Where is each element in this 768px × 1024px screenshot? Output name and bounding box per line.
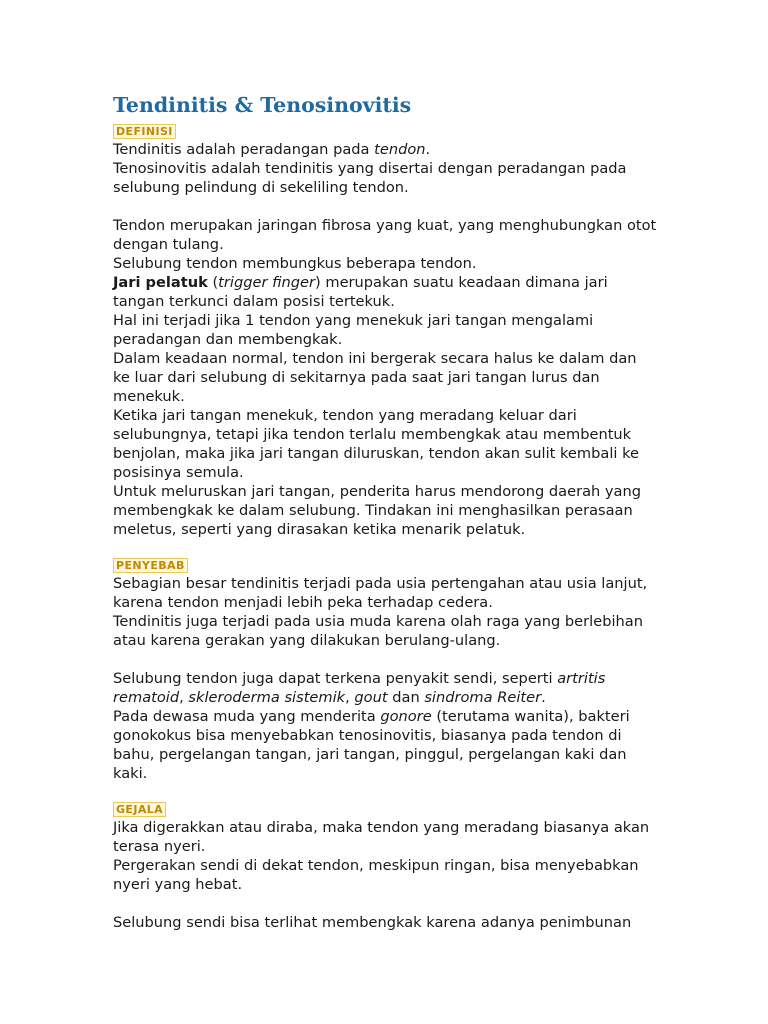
section-label-definisi: DEFINISI [113,124,176,139]
bold-term: Jari pelatuk [113,274,208,291]
italic-term: gonore [380,708,432,725]
text: (terutama wanita), bakteri gonokokus bisa menyebabkan tenosinovitis, biasanya pada tendon di bahu, pergelangan tangan, jari tangan, pinggul, pergelangan kaki dan kaki. [113,708,630,782]
section-label-gejala: GEJALA [113,802,166,817]
paragraph: Hal ini terjadi jika 1 tendon yang menekuk jari tangan mengalami peradangan dan membengkak. [113,312,594,348]
text: , [179,689,189,706]
paragraph [113,669,658,707]
paragraph [113,273,658,311]
paragraph [113,140,658,159]
paragraph [113,707,658,783]
paragraph: Dalam keadaan normal, tendon ini bergerak secara halus ke dalam dan ke luar dari selubung di sekitarnya pada saat jari tangan lurus dan menekuk. [113,350,637,405]
paragraph: Jika digerakkan atau diraba, maka tendon yang meradang biasanya akan terasa nyeri. [113,819,650,855]
italic-term: sindroma Reiter [424,689,542,706]
text: Pada dewasa muda yang menderita [113,708,381,725]
italic-term: artritis rematoid [113,670,606,706]
section-penyebab [113,555,658,783]
text: , [345,689,355,706]
paragraph: Selubung sendi bisa terlihat membengkak karena adanya penimbunan [113,914,632,931]
paragraph: Selubung tendon membungkus beberapa tendon. [113,255,477,272]
text: Selubung tendon juga dapat terkena penyakit sendi, seperti [113,670,558,687]
paragraph: Ketika jari tangan menekuk, tendon yang meradang keluar dari selubungnya, tetapi jika tendon terlalu membengkak atau membentuk benjolan, maka jika jari tangan diluruskan, tendon akan sulit kembali ke posisinya semula. [113,407,639,481]
paragraph: Untuk meluruskan jari tangan, penderita harus mendorong daerah yang membengkak ke dalam selubung. Tindakan ini menghasilkan perasaan meletus, seperti yang dirasakan ketika menarik pelatuk. [113,483,641,538]
paragraph: Tendon merupakan jaringan fibrosa yang kuat, yang menghubungkan otot dengan tulang. [113,217,657,253]
text: . [425,141,431,158]
page-title: Tendinitis & Tenosinovitis [113,93,412,117]
document-body [113,92,658,932]
text: Tendinitis adalah peradangan pada [113,141,375,158]
italic-term: tendon [374,141,426,158]
text: . [541,689,546,706]
italic-term: trigger finger [218,274,316,291]
paragraph: Tenosinovitis adalah tendinitis yang disertai dengan peradangan pada selubung pelindung di sekeliling tendon. [113,160,627,196]
text: ) merupakan suatu keadaan dimana jari tangan terkunci dalam posisi tertekuk. [113,274,608,310]
text: dan [387,689,425,706]
section-gejala [113,799,658,932]
section-label-penyebab: PENYEBAB [113,558,188,573]
paragraph: Tendinitis juga terjadi pada usia muda karena olah raga yang berlebihan atau karena gerakan yang dilakukan berulang-ulang. [113,613,643,649]
paragraph: Pergerakan sendi di dekat tendon, meskipun ringan, bisa menyebabkan nyeri yang hebat. [113,857,639,893]
paragraph: Sebagian besar tendinitis terjadi pada usia pertengahan atau usia lanjut, karena tendon menjadi lebih peka terhadap cedera. [113,575,648,611]
italic-term: gout [354,689,388,706]
section-definisi [113,121,658,539]
text: ( [207,274,219,291]
italic-term: skleroderma sistemik [188,689,346,706]
